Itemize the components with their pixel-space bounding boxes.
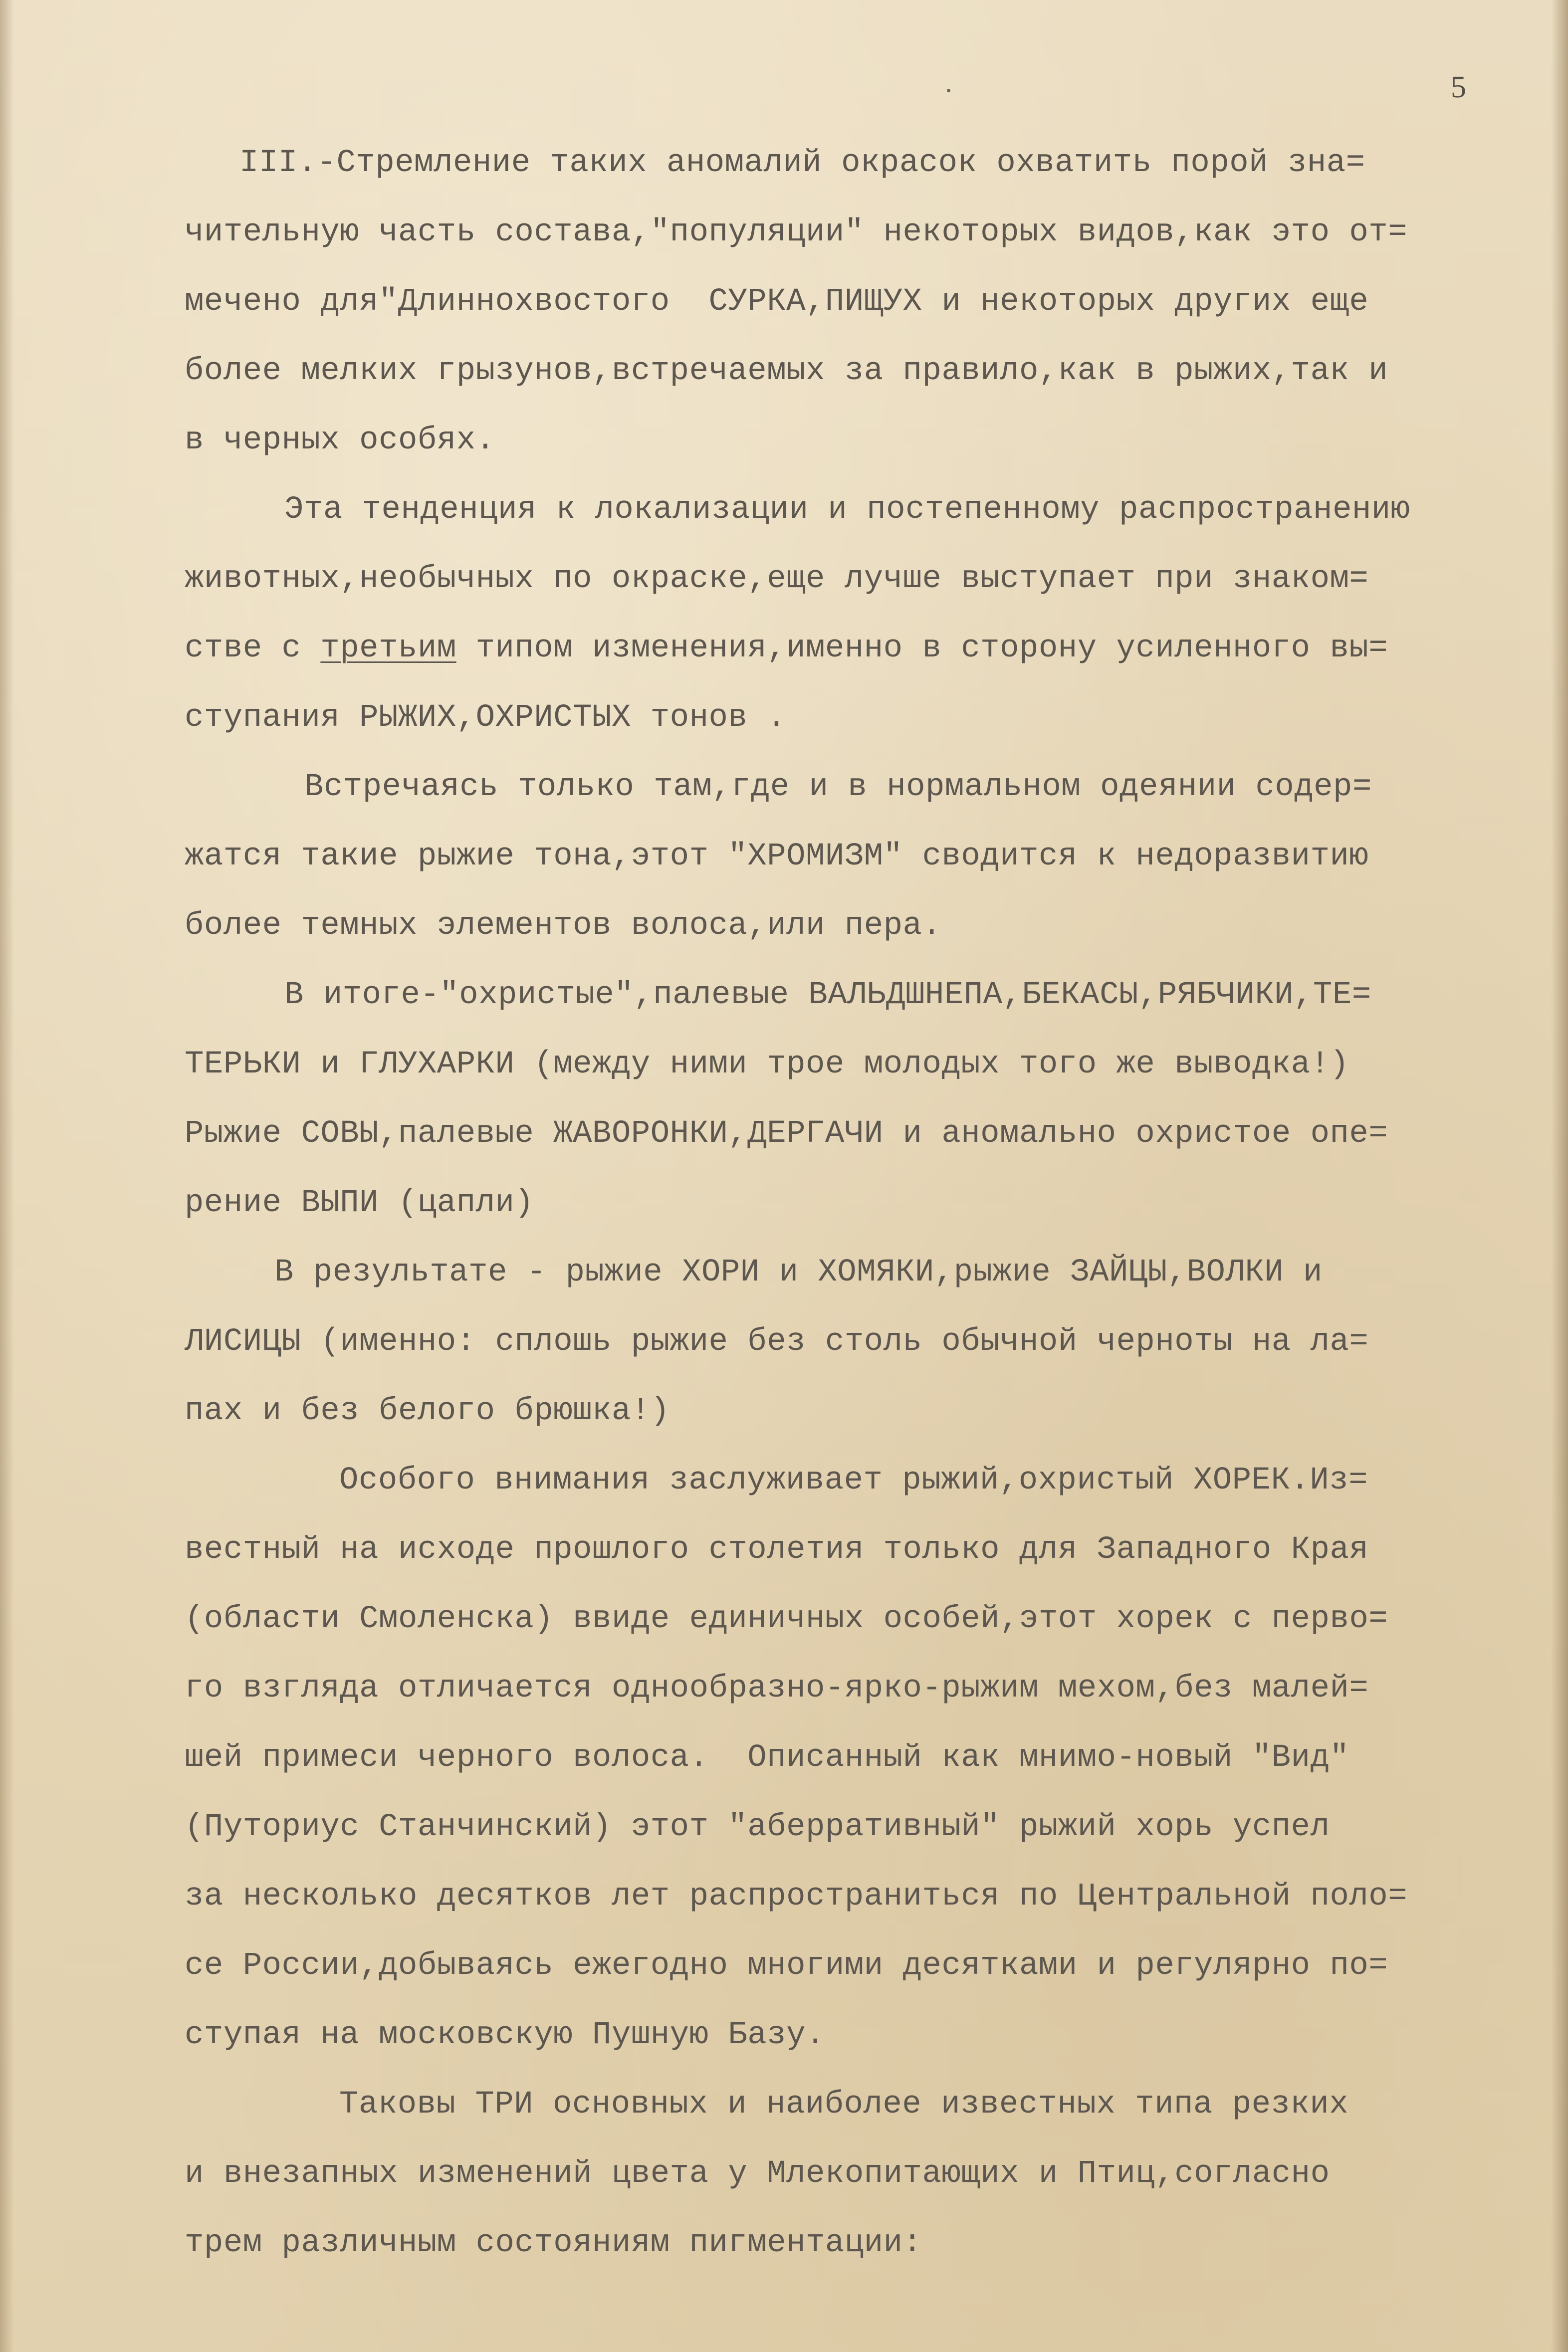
text-line: трем различным состояниям пигментации: [185,2225,922,2261]
text-line: Встречаясь только там,где и в нормальном одеянии содер= [304,769,1372,805]
text-line: ступая на московскую Пушную Базу. [185,2017,825,2053]
paper-edge-left [0,0,14,2352]
text-line: вестный на исходе прошлого столетия только для Западного Края [185,1532,1369,1568]
text-line: III.-Стремление таких аномалий окрасок охватить порой зна= [239,145,1365,181]
text-line: (области Смоленска) ввиде единичных особей,этот хорек с перво= [185,1601,1388,1637]
text-line: животных,необычных по окраске,еще лучше выступает при знаком= [185,561,1369,597]
text-line: за несколько десятков лет распространиться по Центральной поло= [185,1879,1408,1915]
text-line: В итоге-"охристые",палевые ВАЛЬДШНЕПА,БЕКАСЫ,РЯБЧИКИ,ТЕ= [284,977,1371,1013]
text-line: жатся такие рыжие тона,этот "ХРОМИЗМ" сводится к недоразвитию [185,839,1369,874]
text-line: и внезапных изменений цвета у Млекопитающих и Птиц,согласно [185,2156,1330,2192]
text-line: более темных элементов волоса,или пера. [185,908,942,944]
text-line: мечено для"Длиннохвостого СУРКА,ПИЩУХ и некоторых других еще [185,284,1369,320]
text-line: чительную часть состава,"популяции" некоторых видов,как это от= [185,214,1408,250]
underlined-word: третьим [320,631,456,666]
text-line [185,614,1547,683]
text-line: ЛИСИЦЫ (именно: сплошь рыжие без столь обычной черноты на ла= [185,1324,1369,1360]
text-segment: стве с [185,631,321,666]
text-segment: типом изменения,именно в сторону усиленного вы= [456,631,1388,666]
text-line: Рыжие СОВЫ,палевые ЖАВОРОНКИ,ДЕРГАЧИ и аномально охристое опе= [185,1116,1388,1152]
text-line: се России,добываясь ежегодно многими десятками и регулярно по= [185,1948,1388,1984]
text-line: Особого внимания заслуживает рыжий,охристый ХОРЕК.Из= [339,1463,1368,1498]
text-line: шей примеси черного волоса. Описанный как мнимо-новый "Вид" [185,1740,1349,1776]
text-line: (Путориус Станчинский) этот "аберративный" рыжий хорь успел [185,1809,1330,1845]
page-number: 5 [1451,70,1466,104]
text-line: Таковы ТРИ основных и наиболее известных типа резких [339,2087,1349,2123]
text-line: более мелких грызунов,встречаемых за правило,как в рыжих,так и [185,353,1388,389]
text-line: В результате - рыжие ХОРИ и ХОМЯКИ,рыжие ЗАЙЦЫ,ВОЛКИ и [274,1255,1323,1290]
ink-dot [947,89,950,92]
typewritten-text [185,129,1547,2278]
text-line: рение ВЫПИ (цапли) [185,1185,534,1221]
text-line: ступания РЫЖИХ,ОХРИСТЫХ тонов . [185,700,787,736]
text-line: пах и без белого брюшка!) [185,1393,670,1429]
text-line: ТЕРЬКИ и ГЛУХАРКИ (между ними трое молодых того же выводка!) [185,1047,1349,1082]
text-line: го взгляда отличается однообразно-ярко-рыжим мехом,без малей= [185,1671,1369,1707]
text-line: в черных особях. [185,423,495,458]
text-line: Эта тенденция к локализации и постепенному распространению [284,492,1410,528]
paper-edge-right [1551,0,1568,2352]
